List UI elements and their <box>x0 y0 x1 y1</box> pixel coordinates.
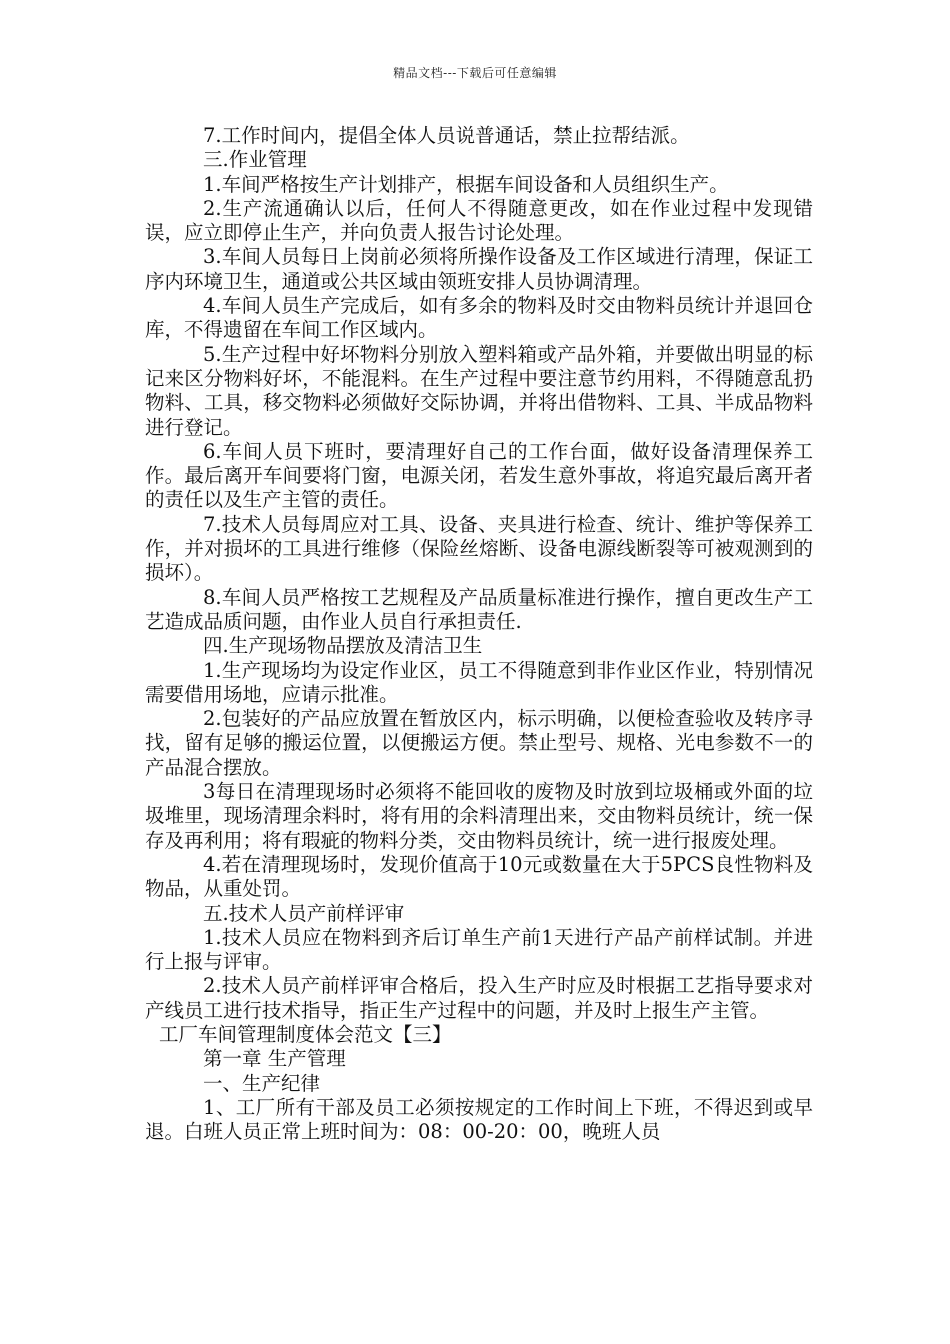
paragraph: 2.生产流通确认以后，任何人不得随意更改，如在作业过程中发现错误，应立即停止生产，并向负责人报告讨论处理。 <box>145 196 813 245</box>
paragraph: 7.技术人员每周应对工具、设备、夹具进行检查、统计、维护等保养工作，并对损坏的工具进行维修（保险丝熔断、设备电源线断裂等可被观测到的损坏）。 <box>145 512 813 585</box>
section-heading: 三.作业管理 <box>203 148 307 172</box>
paragraph: 1、工厂所有干部及员工必须按规定的工作时间上下班，不得迟到或早退。白班人员正常上班时间为：08：00-20：00，晚班人员 <box>145 1095 813 1144</box>
page-header: 精品文档---下载后可任意编辑 <box>393 66 557 80</box>
section-heading: 一、生产纪律 <box>203 1071 321 1095</box>
paragraph: 1.生产现场均为设定作业区，员工不得随意到非作业区作业，特别情况需要借用场地，应请示批准。 <box>145 658 813 706</box>
paragraph: 4.若在清理现场时，发现价值高于10元或数量在大于5PCS良性物料及物品，从重处罚。 <box>145 852 813 901</box>
paragraph: 3.车间人员每日上岗前必须将所操作设备及工作区域进行清理，保证工序内环境卫生，通道或公共区域由领班安排人员协调清理。 <box>145 245 813 293</box>
section-heading: 四.生产现场物品摆放及清洁卫生 <box>203 634 483 658</box>
document-body <box>145 124 813 1144</box>
paragraph: 4.车间人员生产完成后，如有多余的物料及时交由物料员统计并退回仓库，不得遗留在车间工作区域内。 <box>145 294 813 342</box>
chapter-heading: 第一章 生产管理 <box>203 1047 346 1071</box>
paragraph: 6.车间人员下班时，要清理好自己的工作台面，做好设备清理保养工作。最后离开车间要将门窗，电源关闭，若发生意外事故，将追究最后离开者的责任以及生产主管的责任。 <box>145 439 813 512</box>
document-title: 工厂车间管理制度体会范文【三】 <box>159 1022 452 1046</box>
paragraph: 1.技术人员应在物料到齐后订单生产前1天进行产品产前样试制。并进行上报与评审。 <box>145 925 813 974</box>
paragraph: 2.技术人员产前样评审合格后，投入生产时应及时根据工艺指导要求对产线员工进行技术指导，指正生产过程中的问题，并及时上报生产主管。 <box>145 974 813 1022</box>
paragraph: 7.工作时间内，提倡全体人员说普通话，禁止拉帮结派。 <box>203 124 690 147</box>
paragraph: 2.包装好的产品应放置在暂放区内，标示明确，以便检查验收及转序寻找，留有足够的搬运位置，以便搬运方便。禁止型号、规格、光电参数不一的产品混合摆放。 <box>145 707 813 779</box>
paragraph: 1.车间严格按生产计划排产，根据车间设备和人员组织生产。 <box>203 172 729 196</box>
paragraph: 5.生产过程中好坏物料分别放入塑料箱或产品外箱，并要做出明显的标记来区分物料好坏，不能混料。在生产过程中要注意节约用料，不得随意乱扔物料、工具，移交物料必须做好交际协调，并将出借物料、工具、半成品物料进行登记。 <box>145 342 813 439</box>
paragraph: 3每日在清理现场时必须将不能回收的废物及时放到垃圾桶或外面的垃圾堆里，现场清理余料时，将有用的余料清理出来，交由物料员统计，统一保存及再利用；将有瑕疵的物料分类，交由物料员统计，统一进行报废处理。 <box>145 780 813 852</box>
paragraph: 8.车间人员严格按工艺规程及产品质量标准进行操作，擅自更改生产工艺造成品质问题，由作业人员自行承担责任. <box>145 585 813 633</box>
section-heading: 五.技术人员产前样评审 <box>203 901 405 925</box>
